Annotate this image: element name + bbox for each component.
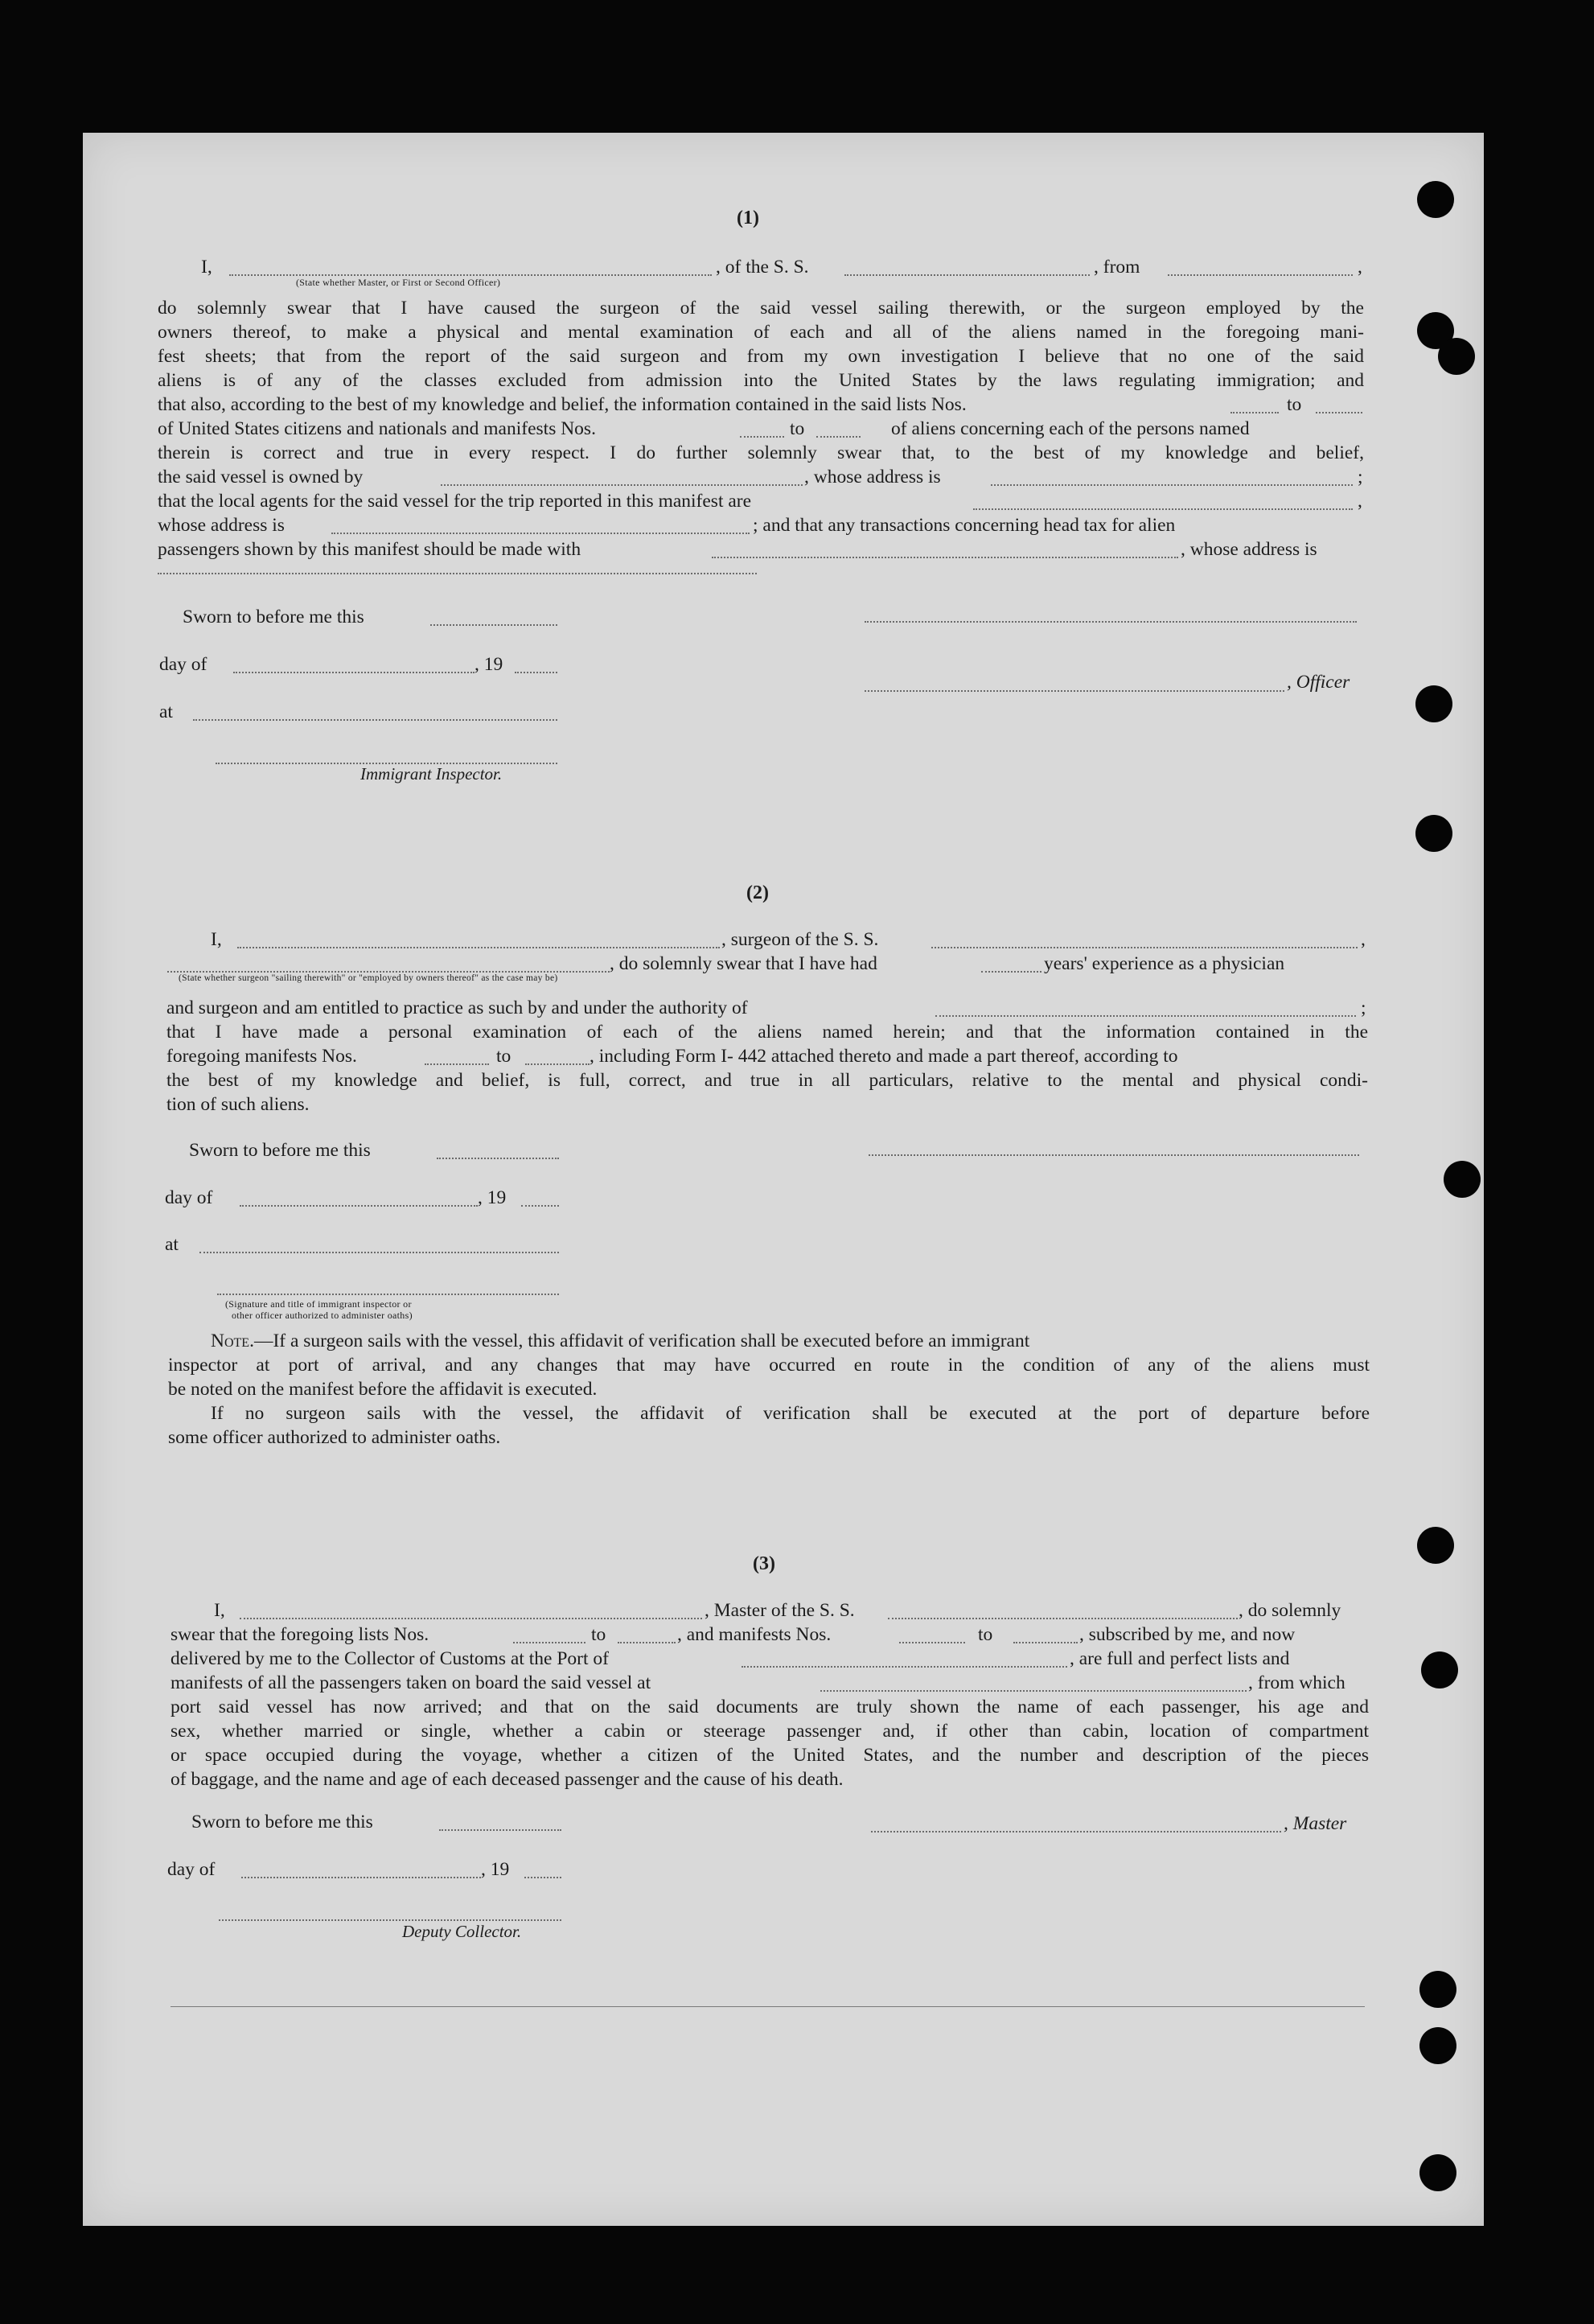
punch-hole	[1417, 181, 1454, 218]
s3-year-field[interactable]	[524, 1877, 561, 1878]
punch-hole	[1444, 1161, 1481, 1198]
section-1-heading: (1)	[737, 208, 759, 228]
collector-caption: Deputy Collector.	[402, 1922, 522, 1941]
agents-address-field[interactable]	[331, 533, 750, 534]
s2-ship-field[interactable]	[931, 947, 1358, 948]
punch-hole	[1419, 2154, 1456, 2191]
s2-line-3a: and surgeon and am entitled to practice as such by and under the authority of	[166, 997, 748, 1018]
s2-signature-caption-1: (Signature and title of immigrant inspector or	[225, 1298, 412, 1310]
s3-manifests-to-field[interactable]	[1013, 1642, 1078, 1643]
s1-signature-line[interactable]	[865, 621, 1357, 623]
punch-hole	[1415, 815, 1452, 852]
head-tax-party-field[interactable]	[712, 557, 1178, 558]
s1-officer-signature-line[interactable]	[865, 690, 1284, 692]
note-text-1: —If a surgeon sails with the vessel, this affidavit of verification shall be executed before an immigrant	[253, 1331, 1030, 1351]
s3-line-2c: , and manifests Nos.	[677, 1624, 832, 1645]
s3-line-2e: , subscribed by me, and now	[1079, 1624, 1296, 1645]
local-agents-field[interactable]	[973, 508, 1353, 510]
officer-caption: (State whether Master, or First or Second Officer)	[296, 277, 501, 288]
s3-line-7: or space occupied during the voyage, whether a citizen of the United States, and the number and description of the pieces	[170, 1745, 1369, 1766]
note-line-4: If no surgeon sails with the vessel, the affidavit of verification shall be executed at the port of departure before	[211, 1403, 1370, 1424]
officer-text: , Officer	[1287, 672, 1350, 693]
s3-master-label	[1284, 1813, 1346, 1835]
s1-day-of: day of	[159, 654, 207, 675]
s1-line-2: owners thereof, to make a physical and mental examination of each and all of the aliens named in the foregoing mani-	[158, 322, 1364, 343]
master-text: , Master	[1284, 1813, 1347, 1834]
s2-sworn: Sworn to before me this	[189, 1140, 371, 1161]
s3-lists-to-field[interactable]	[618, 1642, 676, 1643]
note-line-5: some officer authorized to administer oaths.	[168, 1427, 501, 1448]
note-line-2: inspector at port of arrival, and any changes that may have occurred en route in the condition of any of the aliens must	[168, 1355, 1370, 1376]
s2-nineteen: , 19	[478, 1187, 507, 1208]
s2-swear-a: , do solemnly swear that I have had	[610, 953, 877, 974]
lists-from-field[interactable]	[1230, 412, 1279, 413]
s1-line-11a: passengers shown by this manifest should be made with	[158, 539, 581, 560]
bottom-rule	[170, 2006, 1365, 2007]
s3-line-2a: swear that the foregoing lists Nos.	[170, 1624, 429, 1645]
s1-comma: ,	[1358, 257, 1362, 278]
s2-signature-caption-2: other officer authorized to administer oaths)	[232, 1310, 413, 1321]
boarding-port-field[interactable]	[820, 1690, 1247, 1692]
s3-sworn: Sworn to before me this	[191, 1812, 373, 1832]
manifests-from-field[interactable]	[740, 436, 784, 438]
s3-line-2b: to	[591, 1624, 606, 1645]
s2-year-field[interactable]	[521, 1205, 559, 1207]
ship-name-field[interactable]	[844, 274, 1090, 276]
s1-line-4: aliens is of any of the classes excluded from admission into the United States by the laws regulating immigration; and	[158, 370, 1364, 391]
s3-line-3b: , are full and perfect lists and	[1070, 1648, 1290, 1669]
punch-hole	[1438, 338, 1475, 375]
s2-line-4: that I have made a personal examination of each of the aliens named herein; and that the information contained in the	[166, 1022, 1368, 1043]
s1-line-6a: of United States citizens and nationals and manifests Nos.	[158, 418, 596, 439]
s3-line-4b: , from which	[1248, 1672, 1345, 1693]
s3-manifests-from-field[interactable]	[899, 1642, 965, 1643]
s1-line-5a: that also, according to the best of my knowledge and belief, the information contained in the said lists Nos.	[158, 394, 967, 415]
s1-year-field[interactable]	[515, 672, 557, 673]
s2-line-5a: foregoing manifests Nos.	[166, 1046, 357, 1067]
note-line-3: be noted on the manifest before the affidavit is executed.	[168, 1379, 598, 1400]
s1-line-9b: ,	[1358, 491, 1362, 512]
punch-hole	[1419, 2027, 1456, 2064]
s1-i: I,	[201, 257, 212, 278]
collector-port-field[interactable]	[742, 1666, 1067, 1668]
s3-line-3a: delivered by me to the Collector of Customs at the Port of	[170, 1648, 609, 1669]
s1-officer-label	[1287, 672, 1350, 693]
s2-surgeon: , surgeon of the S. S.	[721, 929, 879, 950]
section-3-heading: (3)	[753, 1553, 775, 1574]
owner-field[interactable]	[441, 484, 803, 486]
departure-port-field[interactable]	[1168, 274, 1353, 276]
s1-month-field[interactable]	[233, 672, 475, 673]
s2-signature-line[interactable]	[869, 1154, 1359, 1156]
inspector-caption: Immigrant Inspector.	[360, 764, 503, 784]
s2-at: at	[165, 1234, 179, 1255]
officer-name-field[interactable]	[229, 274, 712, 276]
surgeon-caption: (State whether surgeon "sailing therewith" or "employed by owners thereof" as the case may be)	[179, 973, 558, 983]
punch-hole	[1421, 1651, 1458, 1688]
s1-line-10a: whose address is	[158, 515, 285, 536]
s1-line-8b: , whose address is	[804, 467, 941, 487]
s2-at-field[interactable]	[199, 1252, 559, 1253]
manifests-to-field[interactable]	[816, 436, 861, 438]
surgeon-name-field[interactable]	[237, 947, 720, 948]
s3-i: I,	[214, 1600, 225, 1621]
s1-line-7: therein is correct and true in every respect. I do further solemnly swear that, to the best of my knowledge and belief,	[158, 442, 1364, 463]
surgeon-status-field[interactable]	[167, 971, 610, 973]
owner-address-field[interactable]	[991, 484, 1353, 486]
s2-month-field[interactable]	[240, 1205, 478, 1207]
s2-line-3b: ;	[1361, 997, 1366, 1018]
s1-from: , from	[1094, 257, 1140, 278]
s2-sworn-day-field[interactable]	[437, 1158, 559, 1159]
master-name-field[interactable]	[240, 1618, 702, 1619]
s2-i: I,	[211, 929, 222, 950]
s3-ship-field[interactable]	[888, 1618, 1238, 1619]
s1-line-5b: to	[1287, 394, 1302, 415]
punch-hole	[1415, 685, 1452, 722]
s1-line-3: fest sheets; that from the report of the said surgeon and from my own investigation I believe that no one of the said	[158, 346, 1364, 367]
head-tax-address-field[interactable]	[158, 573, 757, 574]
years-experience-field[interactable]	[981, 971, 1041, 973]
s1-line-8a: the said vessel is owned by	[158, 467, 364, 487]
s3-master-of: , Master of the S. S.	[705, 1600, 855, 1621]
s3-line-8: of baggage, and the name and age of each deceased passenger and the cause of his death.	[170, 1769, 844, 1790]
s2-line-6: the best of my knowledge and belief, is full, correct, and true in all particulars, relative to the mental and physical condi-	[166, 1070, 1368, 1091]
s2-comma: ,	[1361, 929, 1366, 950]
s3-sworn-day-field[interactable]	[439, 1829, 561, 1831]
s3-day-of: day of	[167, 1859, 216, 1880]
s2-swear-b: years' experience as a physician	[1044, 953, 1285, 974]
s2-day-of: day of	[165, 1187, 213, 1208]
s2-manifests-to-field[interactable]	[525, 1063, 590, 1065]
s1-sworn: Sworn to before me this	[183, 607, 364, 627]
s1-line-9a: that the local agents for the said vessel for the trip reported in this manifest are	[158, 491, 752, 512]
s3-line-6: sex, whether married or single, whether a cabin or steerage passenger and, if other than cabin, location of compartment	[170, 1721, 1369, 1742]
section-2-heading: (2)	[746, 882, 769, 903]
s1-line-6b: to	[790, 418, 805, 439]
s2-manifests-from-field[interactable]	[425, 1063, 489, 1065]
s2-authority-signature-line[interactable]	[217, 1294, 559, 1295]
s3-line-2d: to	[978, 1624, 993, 1645]
s3-month-field[interactable]	[241, 1877, 481, 1878]
s3-nineteen: , 19	[481, 1859, 510, 1880]
collector-signature-line[interactable]	[219, 1919, 561, 1921]
s1-of-ss: , of the S. S.	[716, 257, 809, 278]
s1-at-field[interactable]	[193, 719, 557, 721]
punch-hole	[1417, 1527, 1454, 1564]
master-signature-line[interactable]	[871, 1831, 1281, 1832]
s1-line-8c: ;	[1358, 467, 1363, 487]
s2-line-5c: , including Form I- 442 attached thereto and made a part thereof, according to	[590, 1046, 1178, 1067]
practice-authority-field[interactable]	[935, 1015, 1356, 1017]
s3-line-4a: manifests of all the passengers taken on board the said vessel at	[170, 1672, 651, 1693]
s1-line-11b: , whose address is	[1181, 539, 1317, 560]
s1-sworn-day-field[interactable]	[430, 624, 557, 626]
s1-line-6c: of aliens concerning each of the persons named	[891, 418, 1250, 439]
s1-at: at	[159, 701, 173, 722]
s2-line-7: tion of such aliens.	[166, 1094, 310, 1115]
punch-hole	[1419, 1971, 1456, 2008]
s2-line-5b: to	[496, 1046, 511, 1067]
s3-solemnly: , do solemnly	[1239, 1600, 1341, 1621]
note-line-1	[211, 1329, 1029, 1353]
s1-line-1: do solemnly swear that I have caused the surgeon of the said vessel sailing therewith, or the surgeon employed by the	[158, 298, 1364, 319]
s3-line-5: port said vessel has now arrived; and that on the said documents are truly shown the name of each passenger, his age and	[170, 1697, 1369, 1717]
note-label: Note.	[211, 1331, 254, 1351]
s3-lists-from-field[interactable]	[513, 1642, 585, 1643]
s1-line-10b: ; and that any transactions concerning head tax for alien	[753, 515, 1176, 536]
lists-to-field[interactable]	[1316, 412, 1362, 413]
s1-nineteen: , 19	[475, 654, 503, 675]
